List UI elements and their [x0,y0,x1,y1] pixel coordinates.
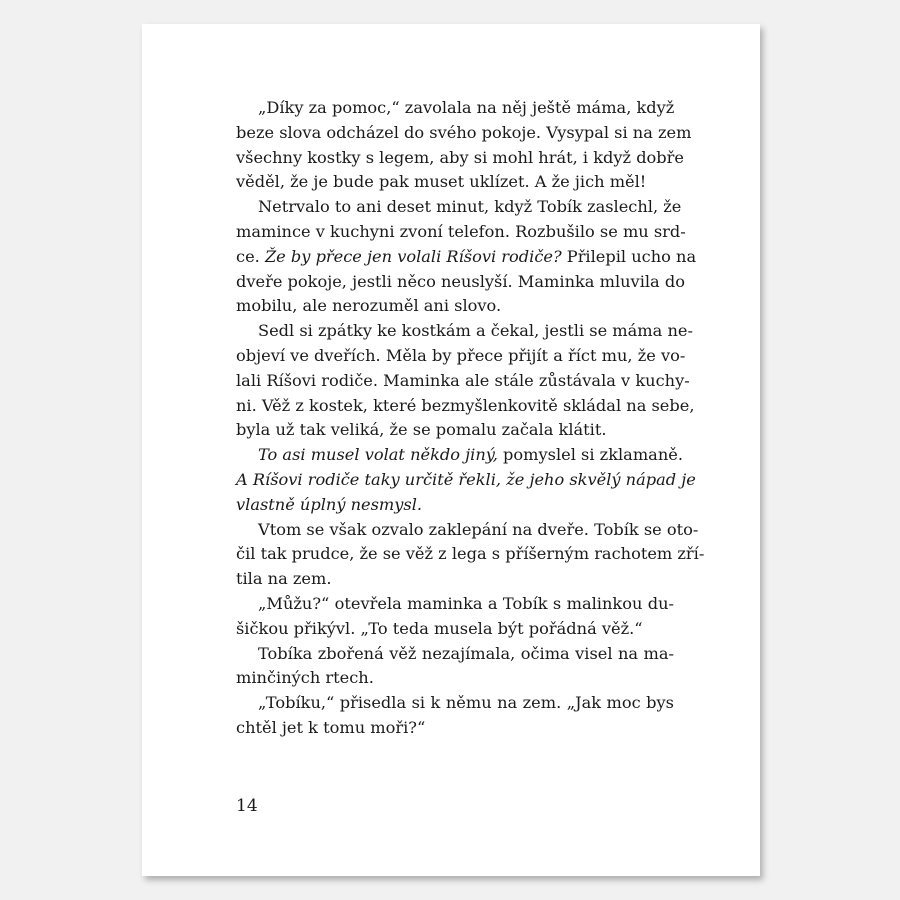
italic-text-segment: Že by přece jen volali Ríšovi rodiče? [264,246,562,266]
text-segment: mobilu, ale nerozuměl ani slovo. [236,296,502,316]
text-line [236,567,674,592]
text-line [236,121,692,146]
text-line [236,493,674,518]
italic-text-segment: A Ríšovi rodiče taky určitě řekli, že jeho skvělý nápad je [236,469,696,489]
text-line [236,394,695,419]
text-line [236,468,696,493]
text-segment: lali Ríšovi rodiče. Maminka ale stále zůstávala v kuchy- [236,370,690,390]
text-segment: Vtom se však ozvalo zaklepání na dveře. Tobík se oto- [258,519,699,539]
text-line [236,592,674,617]
text-line [236,195,682,220]
text-line [236,642,674,667]
text-line [236,170,674,195]
text-line [236,344,686,369]
text-segment: věděl, že je bude pak muset uklízet. A že jich měl! [236,172,647,192]
text-segment: pomyslel si zklamaně. [497,445,683,465]
text-line [236,245,697,270]
text-segment: čil tak prudce, že se věž z lega s příšerným rachotem zří- [236,544,705,564]
text-segment: „Můžu?“ otevřela maminka a Tobík s malinkou du- [258,593,674,613]
text-line [236,666,674,691]
text-line [236,691,674,716]
text-line [236,518,699,543]
text-line [236,443,683,468]
text-segment: mamince v kuchyni zvoní telefon. Rozbušilo se mu srd- [236,221,686,241]
text-segment: ni. Věž z kostek, které bezmyšlenkovitě skládal na sebe, [236,395,695,415]
text-segment: byla už tak veliká, že se pomalu začala klátit. [236,420,607,440]
text-segment: Tobíka zbořená věž nezajímala, očima visel na ma- [258,643,674,663]
page-number: 14 [236,796,258,816]
text-segment: ce. [236,246,265,266]
book-page [142,24,760,876]
text-segment: minčiných rtech. [236,668,374,688]
text-line [236,270,685,295]
text-segment: „Díky za pomoc,“ zavolala na něj ještě máma, když [258,98,675,117]
italic-text-segment: vlastně úplný nesmysl. [236,494,423,514]
text-line [236,319,693,344]
text-segment: tila na zem. [236,569,332,589]
italic-text-segment: To asi musel volat někdo jiný, [258,445,498,465]
text-line [236,294,674,319]
body-text [236,96,705,741]
text-segment: „Tobíku,“ přisedla si k němu na zem. „Jak moc bys [258,693,674,713]
text-segment: všechny kostky s legem, aby si mohl hrát, i když dobře [236,147,684,167]
text-line [236,96,674,121]
text-line [236,146,684,171]
text-line [236,369,690,394]
text-segment: Sedl si zpátky ke kostkám a čekal, jestli se máma ne- [258,321,693,341]
text-line [236,716,674,741]
text-line [236,418,674,443]
text-segment: dveře pokoje, jestli něco neuslyší. Maminka mluvila do [236,271,685,291]
text-segment: Netrvalo to ani deset minut, když Tobík zaslechl, že [258,197,682,217]
text-segment: chtěl jet k tomu moři?“ [236,717,426,737]
text-segment: objeví ve dveřích. Měla by přece přijít a říct mu, že vo- [236,345,686,365]
text-segment: beze slova odcházel do svého pokoje. Vysypal si na zem [236,122,692,142]
text-line [236,220,686,245]
text-segment: šičkou přikývl. „To teda musela být pořádná věž.“ [236,618,643,638]
text-line [236,617,674,642]
text-line [236,542,705,567]
text-segment: Přilepil ucho na [561,246,697,266]
